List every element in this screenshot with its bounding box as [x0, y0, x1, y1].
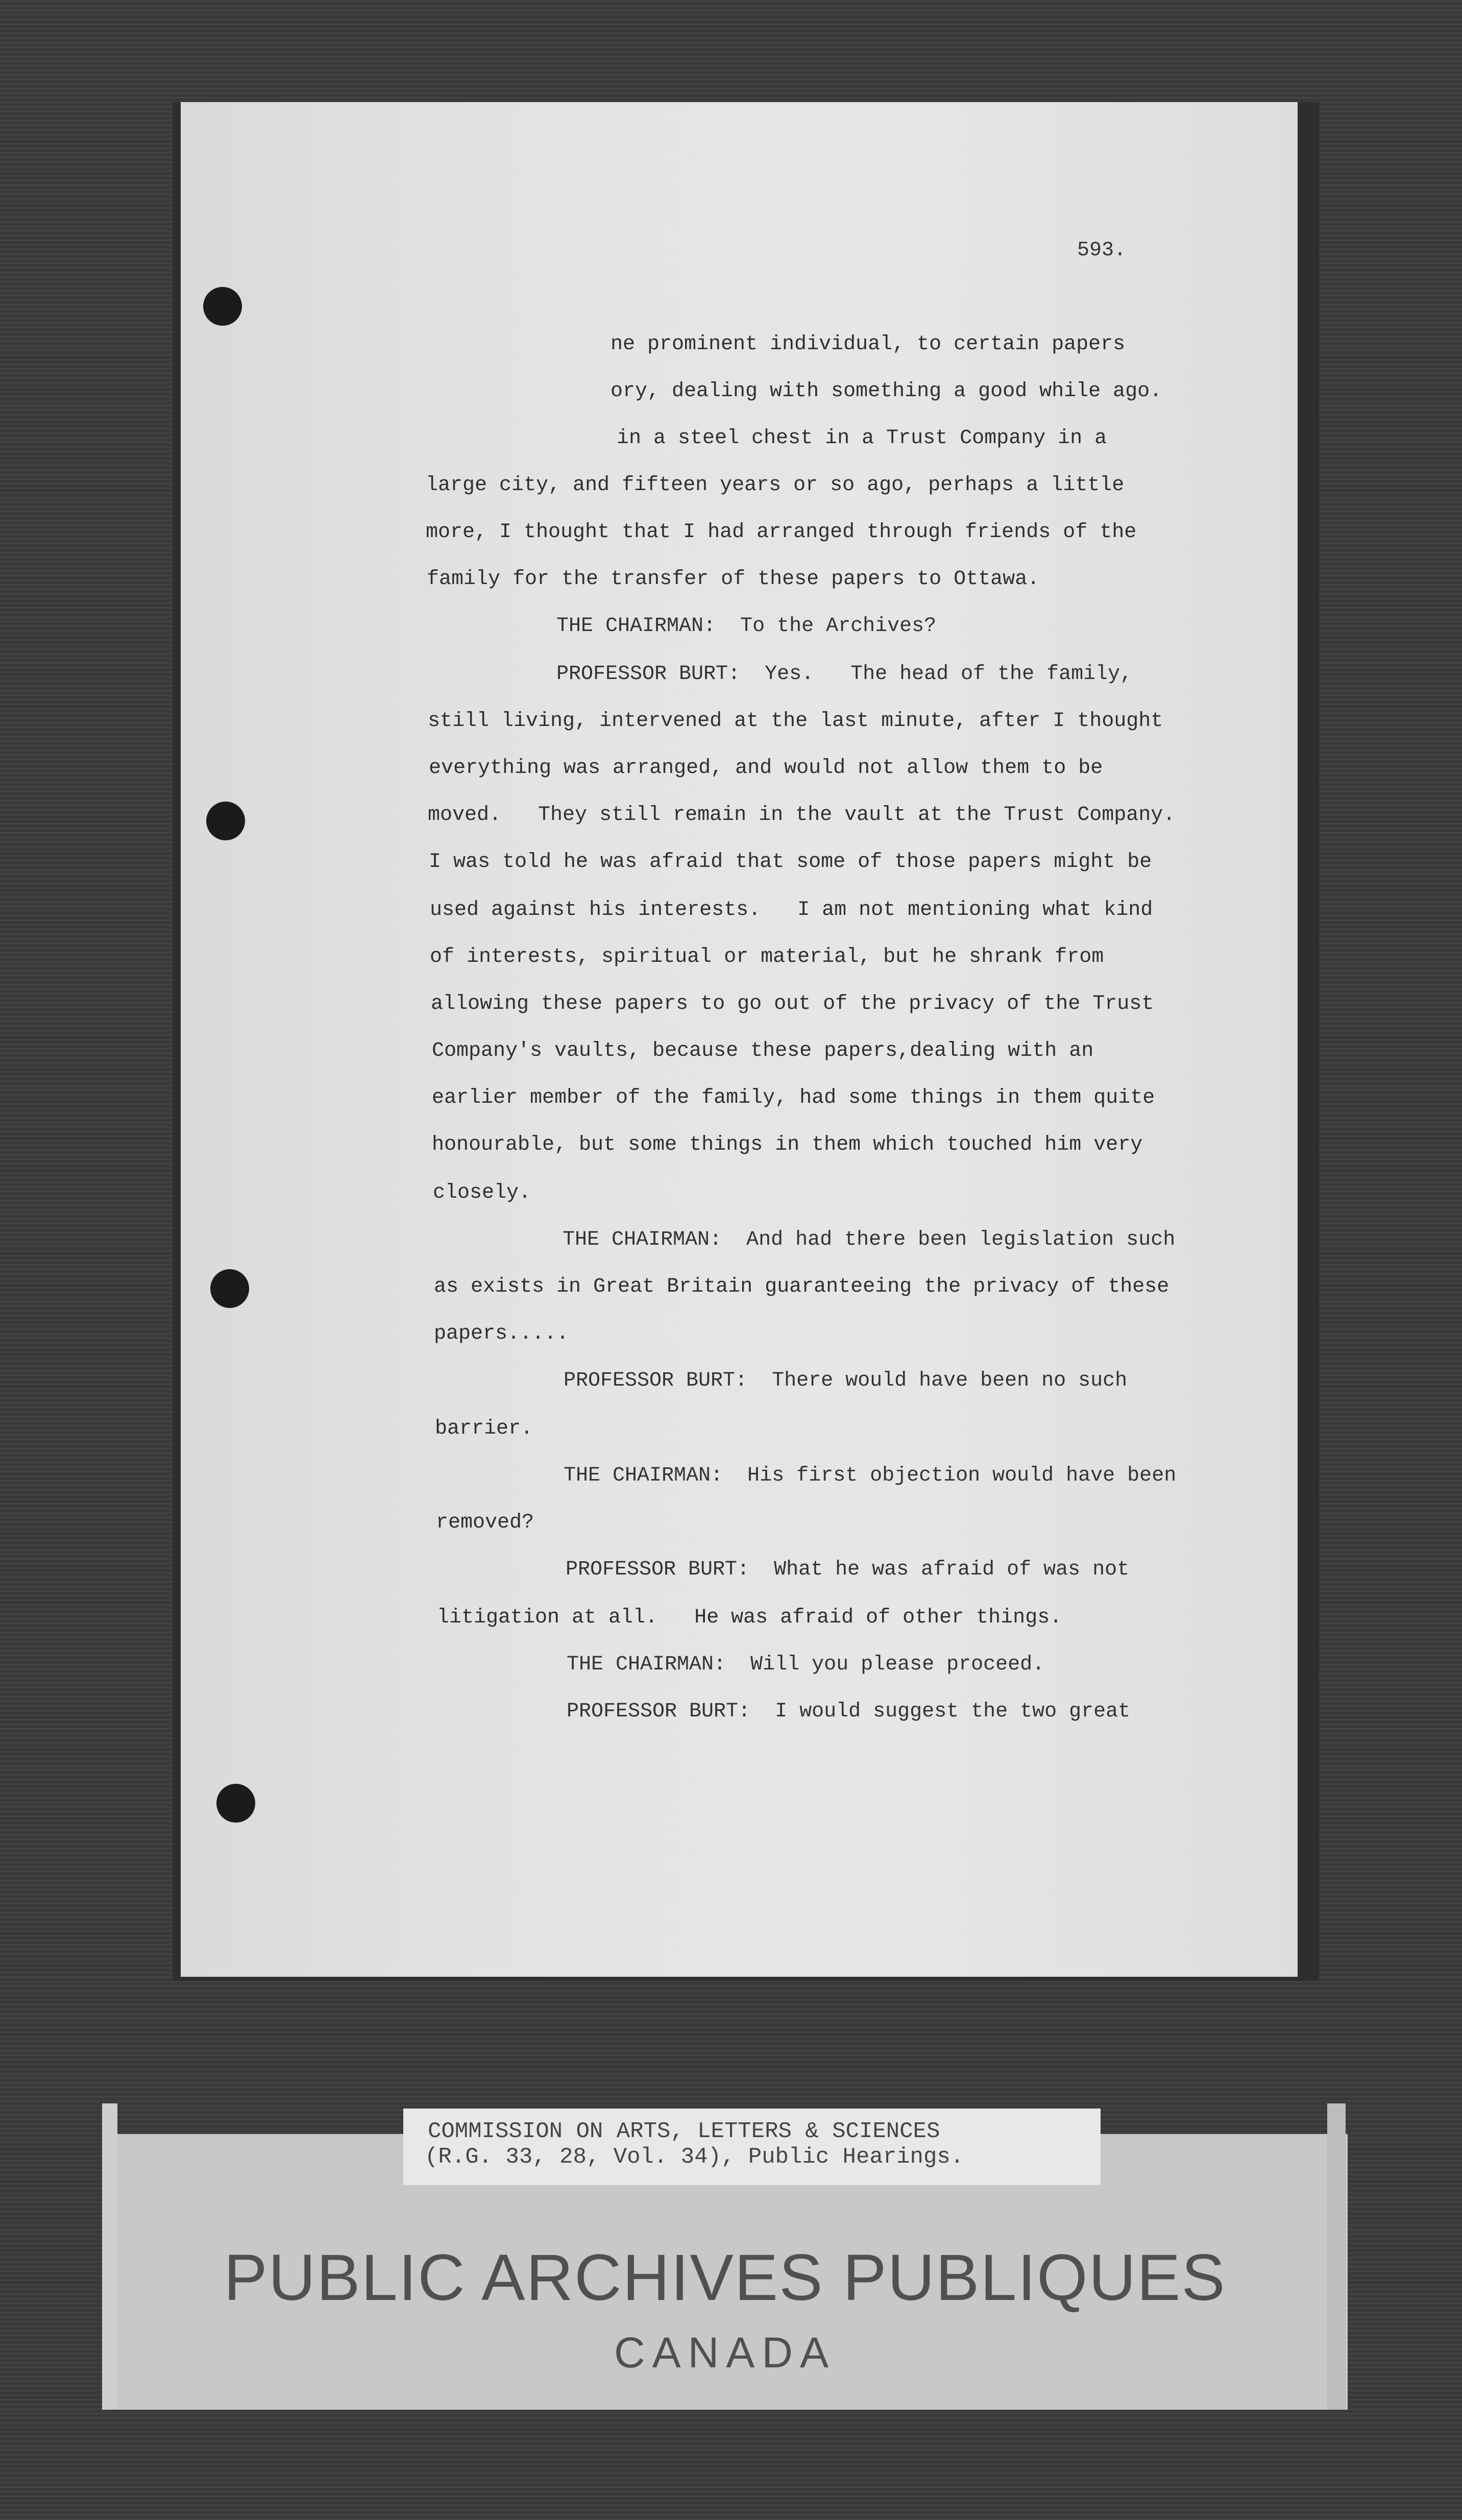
- transcript-line: ory, dealing with something a good while ago.: [611, 380, 1162, 403]
- page-number: 593.: [1077, 239, 1127, 262]
- archives-title: PUBLIC ARCHIVES PUBLIQUES: [224, 2241, 1226, 2314]
- speaker-line-chairman: THE CHAIRMAN: To the Archives?: [556, 615, 937, 638]
- transcript-line: closely.: [433, 1181, 531, 1204]
- transcript-line: earlier member of the family, had some things in them quite: [432, 1086, 1155, 1109]
- label-board-edge: [1327, 2103, 1346, 2410]
- transcript-line: papers.....: [434, 1322, 569, 1345]
- transcript-line: I was told he was afraid that some of those papers might be: [429, 851, 1152, 874]
- transcript-line: still living, intervened at the last minute, after I thought: [428, 710, 1163, 733]
- label-board-edge: [102, 2103, 117, 2410]
- transcript-line: ne prominent individual, to certain papers: [611, 333, 1126, 356]
- speaker-line-burt: PROFESSOR BURT: There would have been no such: [564, 1369, 1128, 1392]
- speaker-line-burt: PROFESSOR BURT: I would suggest the two great: [567, 1700, 1131, 1723]
- transcript-line: large city, and fifteen years or so ago, perhaps a little: [426, 474, 1125, 497]
- catalog-slip-line: (R.G. 33, 28, Vol. 34), Public Hearings.: [425, 2144, 964, 2170]
- transcript-line: removed?: [436, 1511, 534, 1534]
- speaker-line-chairman: THE CHAIRMAN: His first objection would have been: [564, 1464, 1177, 1487]
- transcript-line: of interests, spiritual or material, but he shrank from: [430, 946, 1104, 968]
- punch-hole: [216, 1784, 255, 1823]
- transcript-line: moved. They still remain in the vault at the Trust Company.: [428, 804, 1176, 827]
- punch-hole: [210, 1269, 249, 1308]
- transcript-line: barrier.: [435, 1417, 533, 1440]
- transcript-line: litigation at all. He was afraid of other things.: [437, 1606, 1062, 1629]
- transcript-line: everything was arranged, and would not allow them to be: [429, 757, 1103, 780]
- punch-hole: [206, 802, 245, 840]
- speaker-line-chairman: THE CHAIRMAN: And had there been legislation such: [563, 1228, 1176, 1251]
- catalog-slip-line: COMMISSION ON ARTS, LETTERS & SCIENCES: [428, 2119, 940, 2144]
- transcript-line: used against his interests. I am not mentioning what kind: [430, 899, 1153, 922]
- transcript-line: Company's vaults, because these papers,dealing with an: [432, 1039, 1094, 1062]
- punch-hole: [203, 287, 242, 326]
- transcript-line: in a steel chest in a Trust Company in a: [617, 427, 1107, 450]
- archives-country: CANADA: [614, 2329, 836, 2377]
- speaker-line-chairman: THE CHAIRMAN: Will you please proceed.: [567, 1653, 1045, 1676]
- transcript-line: more, I thought that I had arranged through friends of the: [426, 521, 1137, 544]
- speaker-line-burt: PROFESSOR BURT: What he was afraid of was not: [566, 1558, 1130, 1581]
- transcript-line: honourable, but some things in them which touched him very: [432, 1133, 1143, 1156]
- transcript-line: as exists in Great Britain guaranteeing the privacy of these: [434, 1275, 1169, 1298]
- transcript-line: allowing these papers to go out of the privacy of the Trust: [431, 992, 1154, 1015]
- transcript-line: family for the transfer of these papers to Ottawa.: [427, 568, 1040, 591]
- speaker-line-burt: PROFESSOR BURT: Yes. The head of the family,: [556, 663, 1133, 686]
